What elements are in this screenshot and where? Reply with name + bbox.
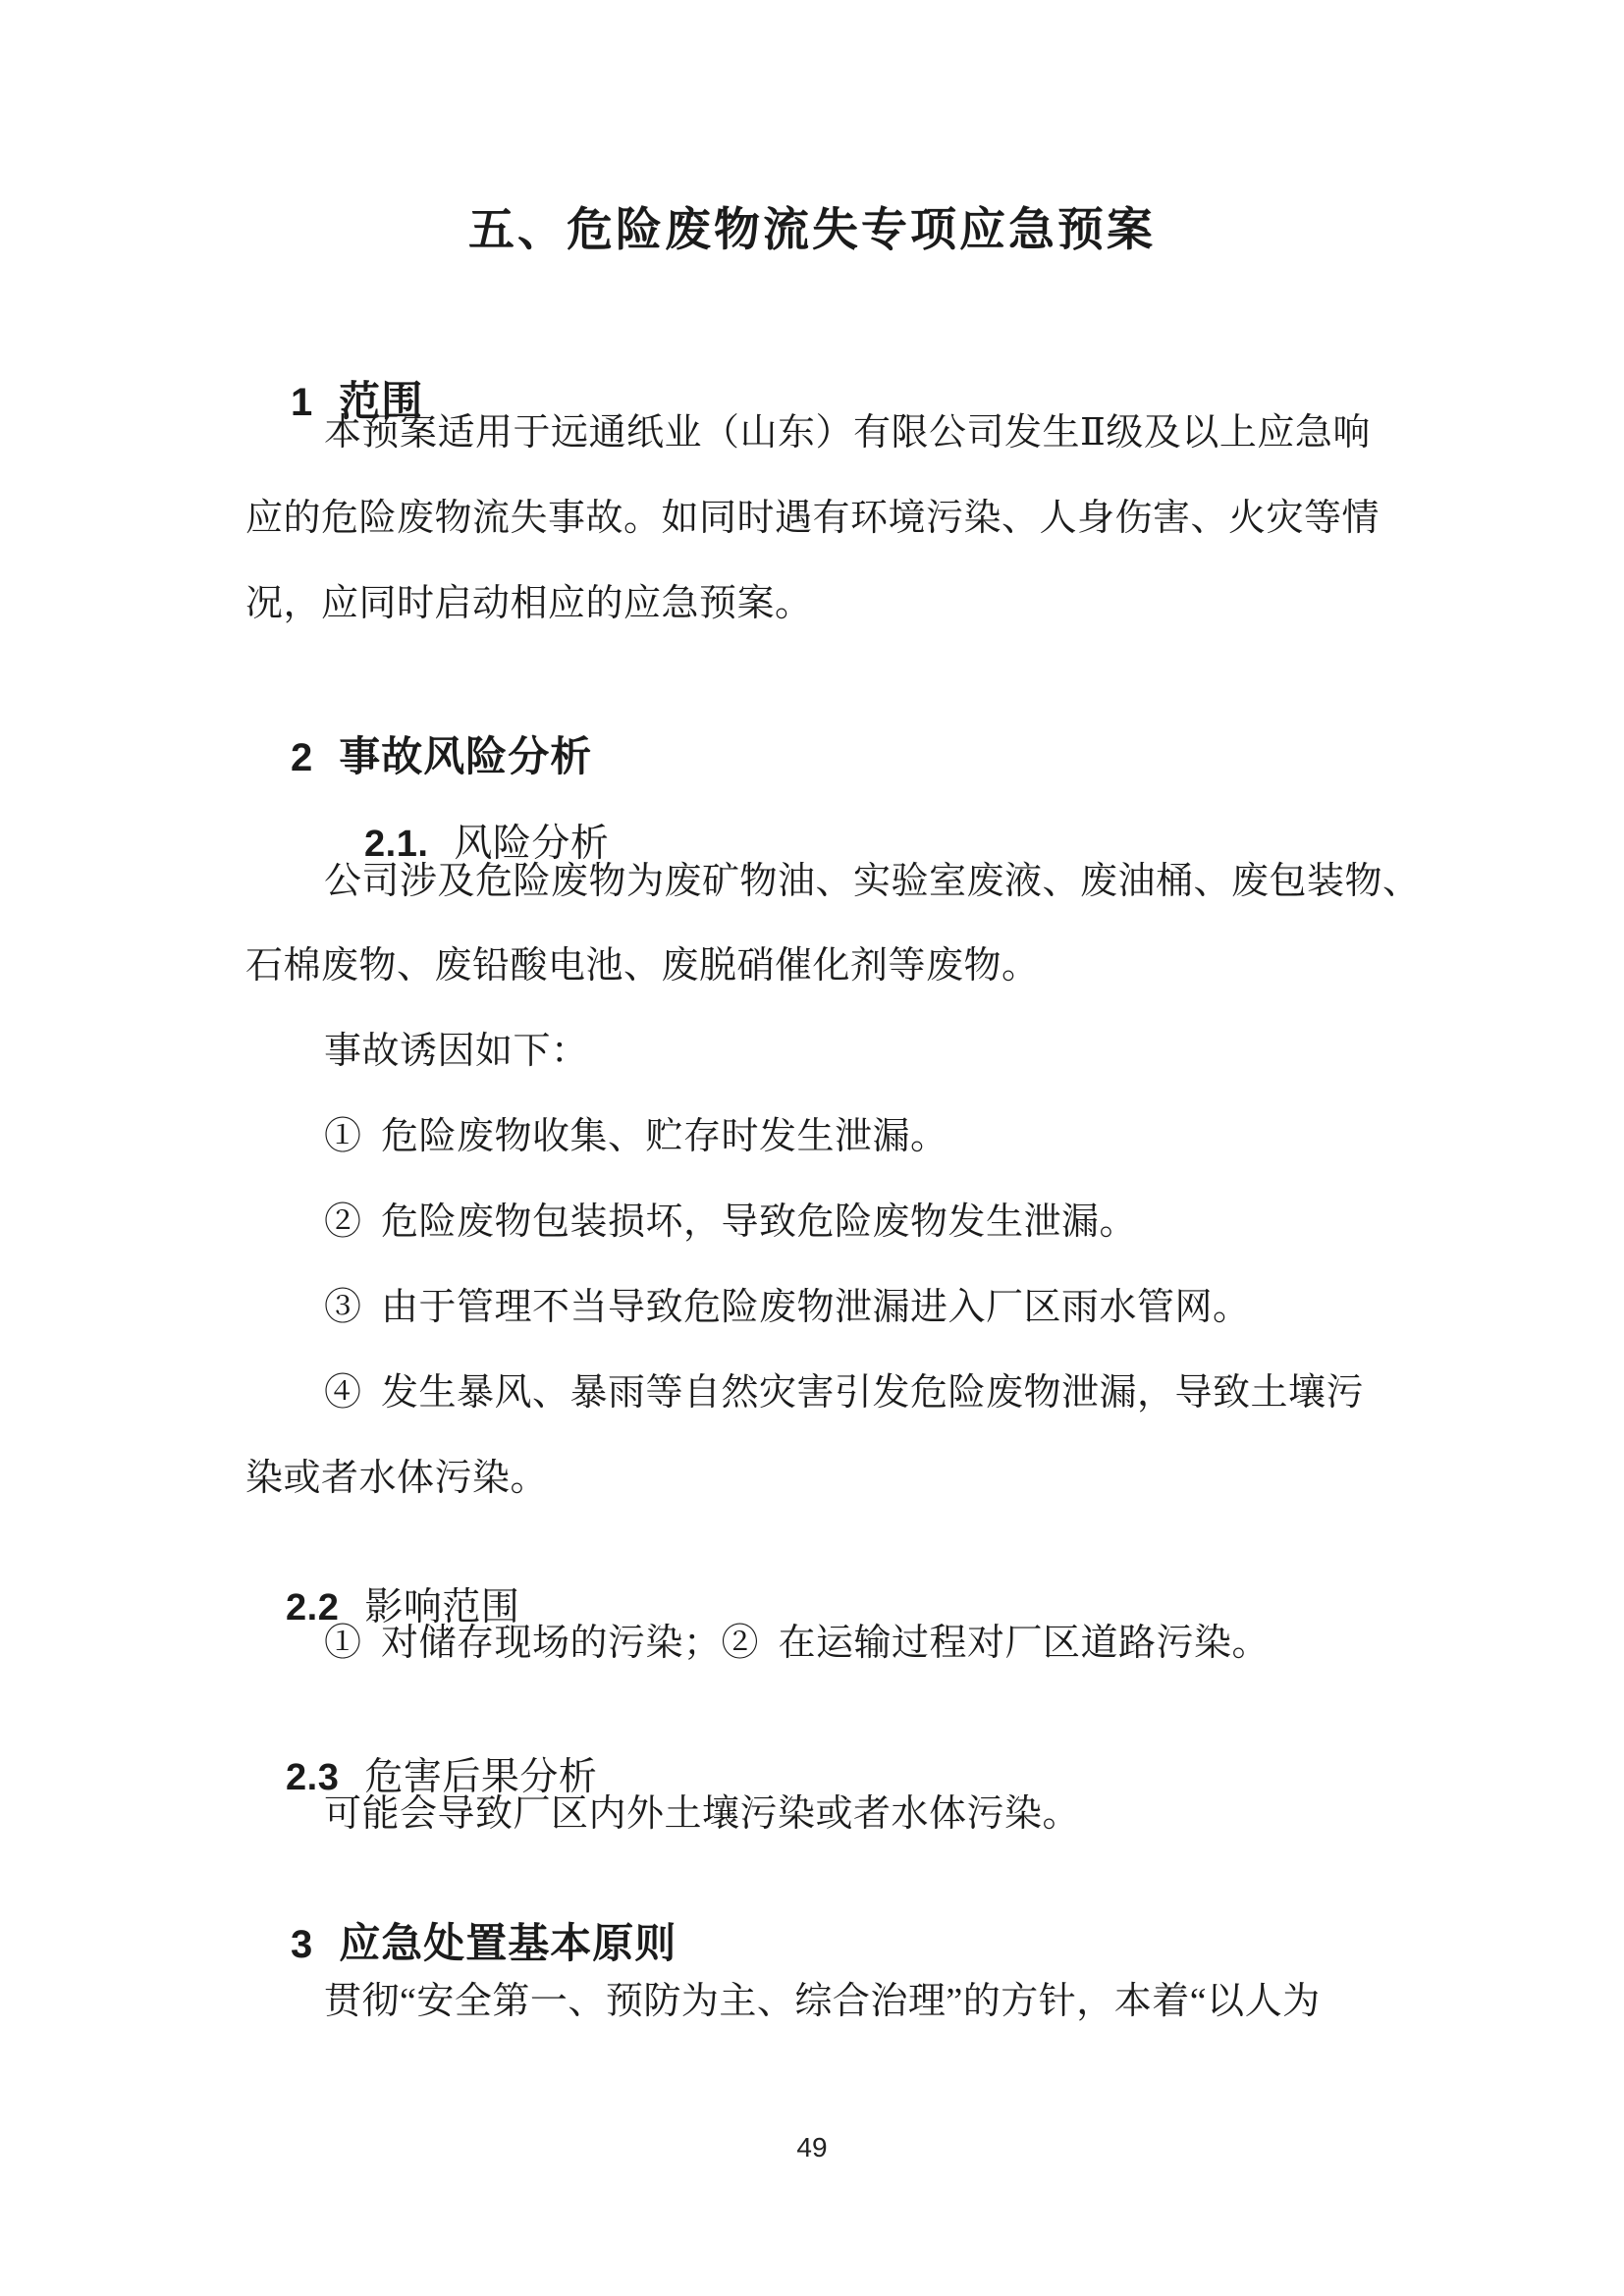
section-number: 1	[291, 381, 314, 424]
list-item-2: ② 危险废物包装损坏，导致危险废物发生泄漏。	[324, 1201, 1138, 1243]
section-label: 应急处置基本原则	[339, 1922, 677, 1967]
section-label: 事故风险分析	[339, 735, 593, 780]
body-line: ① 对储存现场的污染；② 在运输过程对厂区道路污染。	[324, 1623, 1271, 1664]
body-line: 染或者水体污染。	[245, 1458, 549, 1499]
subsection-number: 2.3	[286, 1757, 340, 1798]
subsection-number: 2.2	[286, 1587, 340, 1629]
list-item-1: ① 危险废物收集、贮存时发生泄漏。	[324, 1116, 948, 1157]
list-item-4: ④ 发生暴风、暴雨等自然灾害引发危险废物泄漏，导致土壤污	[324, 1372, 1365, 1414]
subsection-number: 2.1.	[364, 824, 429, 865]
body-line: 贯彻“安全第一、预防为主、综合治理”的方针，本着“以人为	[324, 1981, 1321, 2022]
subsection-label: 危害后果分析	[364, 1756, 598, 1798]
section-number: 3	[291, 1923, 314, 1966]
list-item-3: ③ 由于管理不当导致危险废物泄漏进入厂区雨水管网。	[324, 1287, 1251, 1328]
subsection-label: 影响范围	[364, 1586, 520, 1629]
subsection-label: 风险分析	[454, 823, 610, 865]
body-line: 事故诱因如下：	[324, 1031, 589, 1072]
page-number: 49	[796, 2132, 828, 2163]
body-line: 况，应同时启动相应的应急预案。	[245, 583, 813, 624]
body-line: 应的危险废物流失事故。如同时遇有环境污染、人身伤害、火灾等情	[245, 498, 1380, 539]
section-label: 范围	[339, 380, 424, 425]
body-line: 公司涉及危险废物为废矿物油、实验室废液、废油桶、废包装物、	[324, 861, 1421, 902]
body-line: 本预案适用于远通纸业（山东）有限公司发生Ⅱ级及以上应急响	[324, 412, 1371, 454]
section-number: 2	[291, 736, 314, 779]
document-title: 五、危险废物流失专项应急预案	[468, 205, 1156, 256]
body-line: 可能会导致厂区内外土壤污染或者水体污染。	[324, 1793, 1081, 1835]
body-line: 石棉废物、废铅酸电池、废脱硝催化剂等废物。	[245, 945, 1040, 987]
